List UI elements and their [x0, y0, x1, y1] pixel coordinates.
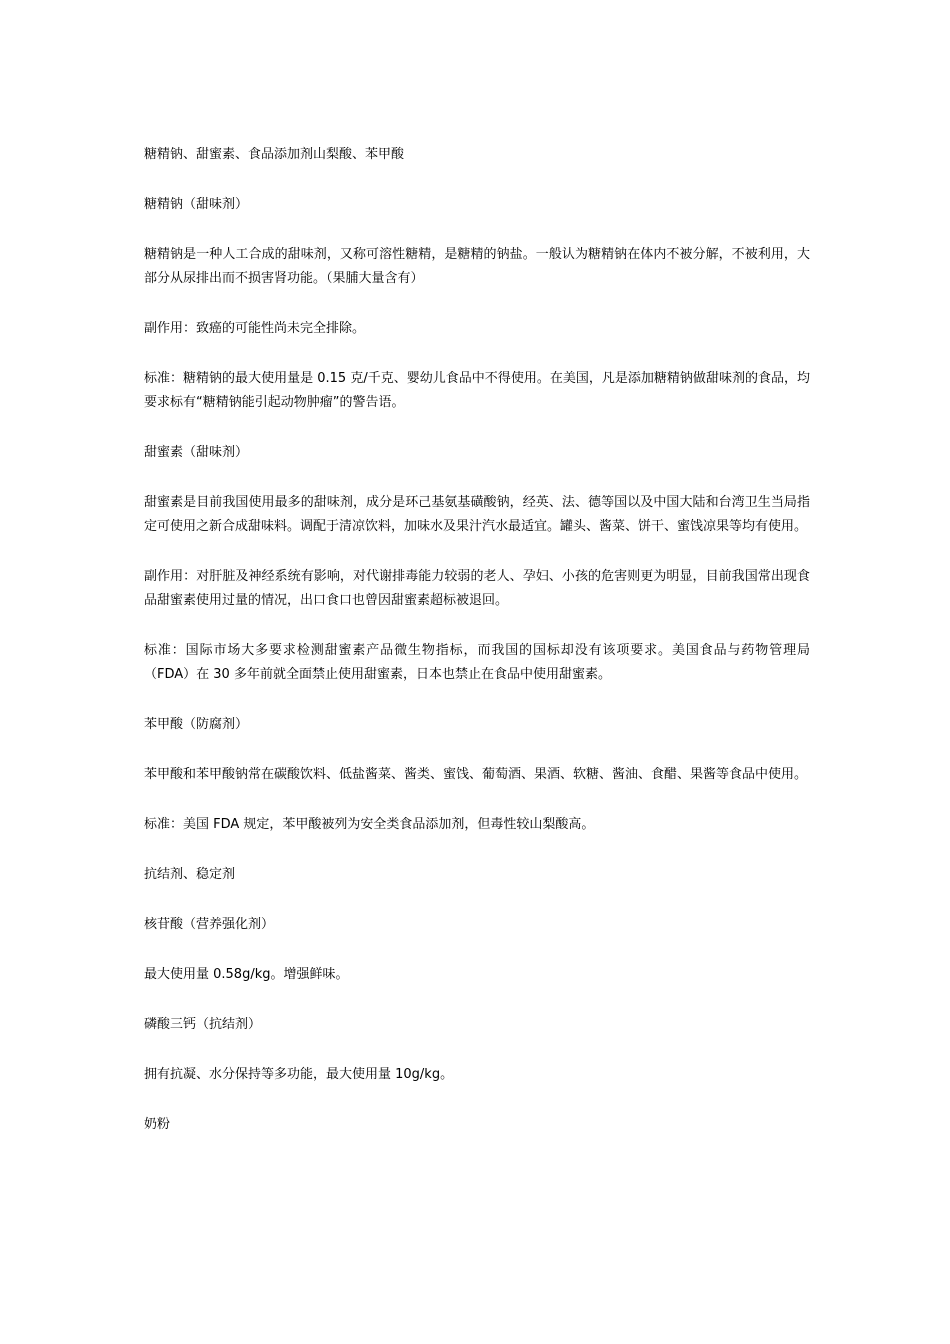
paragraph-cyclamate-standard: 标准：国际市场大多要求检测甜蜜素产品微生物指标，而我国的国标却没有该项要求。美国食品与药物管理局（FDA）在 30 多年前就全面禁止使用甜蜜素，日本也禁止在食品中使用甜蜜素。 — [144, 643, 810, 682]
paragraph-saccharin-standard: 标准：糖精钠的最大使用量是 0.15 克/千克、婴幼儿食品中不得使用。在美国，凡是添加糖精钠做甜味剂的食品，均要求标有“糖精钠能引起动物肿瘤”的警告语。 — [144, 371, 810, 410]
paragraph-tricalcium-phosphate-usage: 拥有抗凝、水分保持等多功能，最大使用量 10g/kg。 — [144, 1067, 454, 1082]
section-heading-tricalcium-phosphate: 磷酸三钙（抗结剂） — [144, 1017, 262, 1032]
section-heading-benzoic-acid: 苯甲酸（防腐剂） — [144, 717, 249, 732]
document-body — [144, 143, 810, 1163]
section-heading-cyclamate: 甜蜜素（甜味剂） — [144, 445, 249, 460]
paragraph-benzoic-acid-usage: 苯甲酸和苯甲酸钠常在碳酸饮料、低盐酱菜、酱类、蜜饯、葡萄酒、果酒、软糖、酱油、食醋、果酱等食品中使用。 — [144, 767, 808, 782]
section-heading-anticaking-stabilizer: 抗结剂、稳定剂 — [144, 867, 236, 882]
section-heading-milk-powder: 奶粉 — [144, 1117, 171, 1132]
paragraph-benzoic-acid-standard: 标准：美国 FDA 规定，苯甲酸被列为安全类食品添加剂，但毒性较山梨酸高。 — [144, 817, 595, 832]
paragraph-saccharin-description: 糖精钠是一种人工合成的甜味剂，又称可溶性糖精，是糖精的钠盐。一般认为糖精钠在体内不被分解，不被利用，大部分从尿排出而不损害肾功能。（果脯大量含有） — [144, 247, 810, 286]
paragraph-cyclamate-side-effects: 副作用：对肝脏及神经系统有影响，对代谢排毒能力较弱的老人、孕妇、小孩的危害则更为明显，目前我国常出现食品甜蜜素使用过量的情况，出口食口也曾因甜蜜素超标被退回。 — [144, 569, 810, 608]
section-heading-saccharin: 糖精钠（甜味剂） — [144, 197, 249, 212]
paragraph-saccharin-side-effects: 副作用：致癌的可能性尚未完全排除。 — [144, 321, 366, 336]
paragraph-cyclamate-description: 甜蜜素是目前我国使用最多的甜味剂，成分是环己基氨基磺酸钠，经英、法、德等国以及中国大陆和台湾卫生当局指定可使用之新合成甜味料。调配于清凉饮料，加味水及果汁汽水最适宜。罐头、酱菜、饼干、蜜饯凉果等均有使用。 — [144, 495, 810, 534]
document-title: 糖精钠、甜蜜素、食品添加剂山梨酸、苯甲酸 — [144, 147, 405, 162]
section-heading-nucleotide: 核苷酸（营养强化剂） — [144, 917, 275, 932]
paragraph-nucleotide-usage: 最大使用量 0.58g/kg。增强鲜味。 — [144, 967, 349, 982]
